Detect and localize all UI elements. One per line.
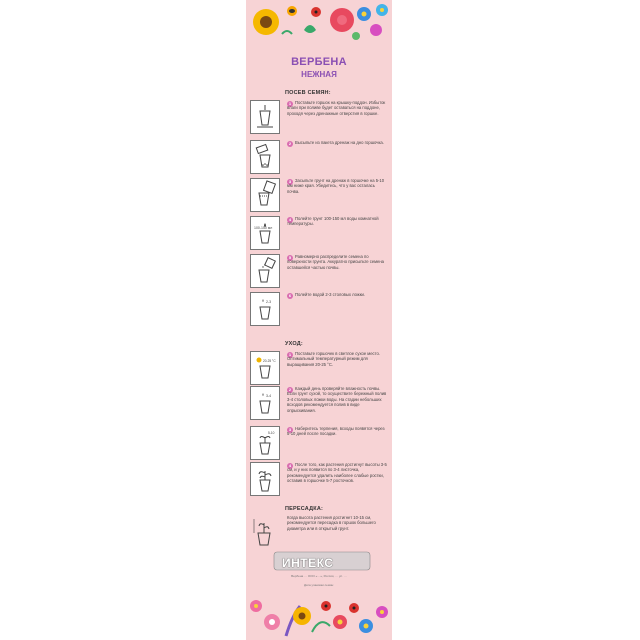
thinning-icon <box>250 462 280 496</box>
step-number: 3 <box>288 179 292 184</box>
step-text: Полейте грунт 100-150 мл воды комнатной температуры. <box>287 216 379 227</box>
sowing-step <box>250 178 390 212</box>
sowing-heading: ПОСЕВ СЕМЯН: <box>285 90 331 96</box>
care-step <box>250 426 390 460</box>
product-strip <box>246 0 392 640</box>
water-amount-label: 100-150 мл <box>254 226 273 230</box>
step-number: 4 <box>288 463 292 468</box>
temperature-label: 20-25 °С <box>263 359 276 363</box>
drainage-bag-icon <box>250 140 280 174</box>
step-number: 6 <box>288 293 292 298</box>
seeds-icon <box>250 254 280 288</box>
step-number: 4 <box>288 217 292 222</box>
spoons-label: 2-3 <box>266 300 272 304</box>
brand-name: ИНТЕКС <box>282 556 334 570</box>
step-text: Поставьте горшочек в светлое сухое место. Оптимальный температурный режим для выращивания 20-25 °С. <box>287 351 380 367</box>
sowing-step <box>250 140 390 174</box>
sowing-step <box>250 292 390 326</box>
spoons-label: 3-4 <box>266 394 272 398</box>
flowers-top-illustration <box>246 0 392 46</box>
step-number: 1 <box>288 352 292 357</box>
sowing-step <box>250 100 390 134</box>
step-text: Высыпьте из пакета дренаж на дно горшочка. <box>295 140 384 145</box>
packing-date-label: Дата упаковки семян: <box>303 583 335 587</box>
product-title: ВЕРБЕНА <box>291 56 347 68</box>
step-text: Полейте водой 2-3 столовых ложки. <box>295 292 366 297</box>
footer-legal: Вербена … ООО «…», Россия, … ул. … <box>291 574 347 578</box>
flowers-bottom-illustration <box>246 592 392 640</box>
step-text: Засыпьте грунт на дренаж в горшочке на 5-10 мм ниже края. Убедитесь, что у вас осталась почва. <box>287 178 385 194</box>
step-number: 3 <box>288 427 292 432</box>
step-text: После того, как растения достигнут высоты 3-5 см, и у них появится по 3-4 листочка, рекомендуется удалить наиболее слабые ростки, оставив в горшочке 5-7 росточков. <box>287 462 387 484</box>
care-step <box>250 351 390 385</box>
step-number: 2 <box>288 141 292 146</box>
watering-icon <box>250 216 280 250</box>
transplant-pot-icon <box>250 515 278 547</box>
sprouts-icon <box>250 426 280 460</box>
step-number: 5 <box>288 255 292 260</box>
days-label: 5-10 <box>268 431 275 435</box>
soil-bag-icon <box>250 178 280 212</box>
step-text: Наберитесь терпения, всходы появятся через 5-10 дней после посадки. <box>287 426 385 437</box>
step-text: Равномерно распределите семена по поверхности грунта. Аккуратно присыпьте семена оставшейся частью почвы. <box>287 254 385 270</box>
transplant-heading: ПЕРЕСАДКА: <box>285 506 324 512</box>
spoon-watering-icon <box>250 292 280 326</box>
pot-on-tray-icon <box>250 100 280 134</box>
step-text: Каждый день проверяйте влажность почвы. Если грунт сухой, то осуществите бережный полив 3-4 столовых ложки воды. На стадии небольших всходов рекомендуется полив в виде опрыскивания. <box>287 386 387 413</box>
sowing-step <box>250 216 390 250</box>
transplant-step <box>250 515 390 549</box>
care-step <box>250 386 390 420</box>
sun-temperature-icon <box>250 351 280 385</box>
step-number: 1 <box>288 101 292 106</box>
care-step <box>250 462 390 496</box>
step-text: Поставьте горшок на крышку-поддон. Избыток влаги при поливе будет оставаться на поддоне, проходя через дренажные отверстия в горшке. <box>287 100 386 116</box>
step-number: 2 <box>288 387 292 392</box>
moisture-check-icon <box>250 386 280 420</box>
sowing-step <box>250 254 390 288</box>
transplant-text: Когда высота растения достигнет 10-15 см, рекомендуется пересадка в горшок большего диаметра или в открытый грунт. <box>287 515 376 531</box>
product-subtitle: НЕЖНАЯ <box>301 70 337 79</box>
care-heading: УХОД: <box>285 341 303 347</box>
